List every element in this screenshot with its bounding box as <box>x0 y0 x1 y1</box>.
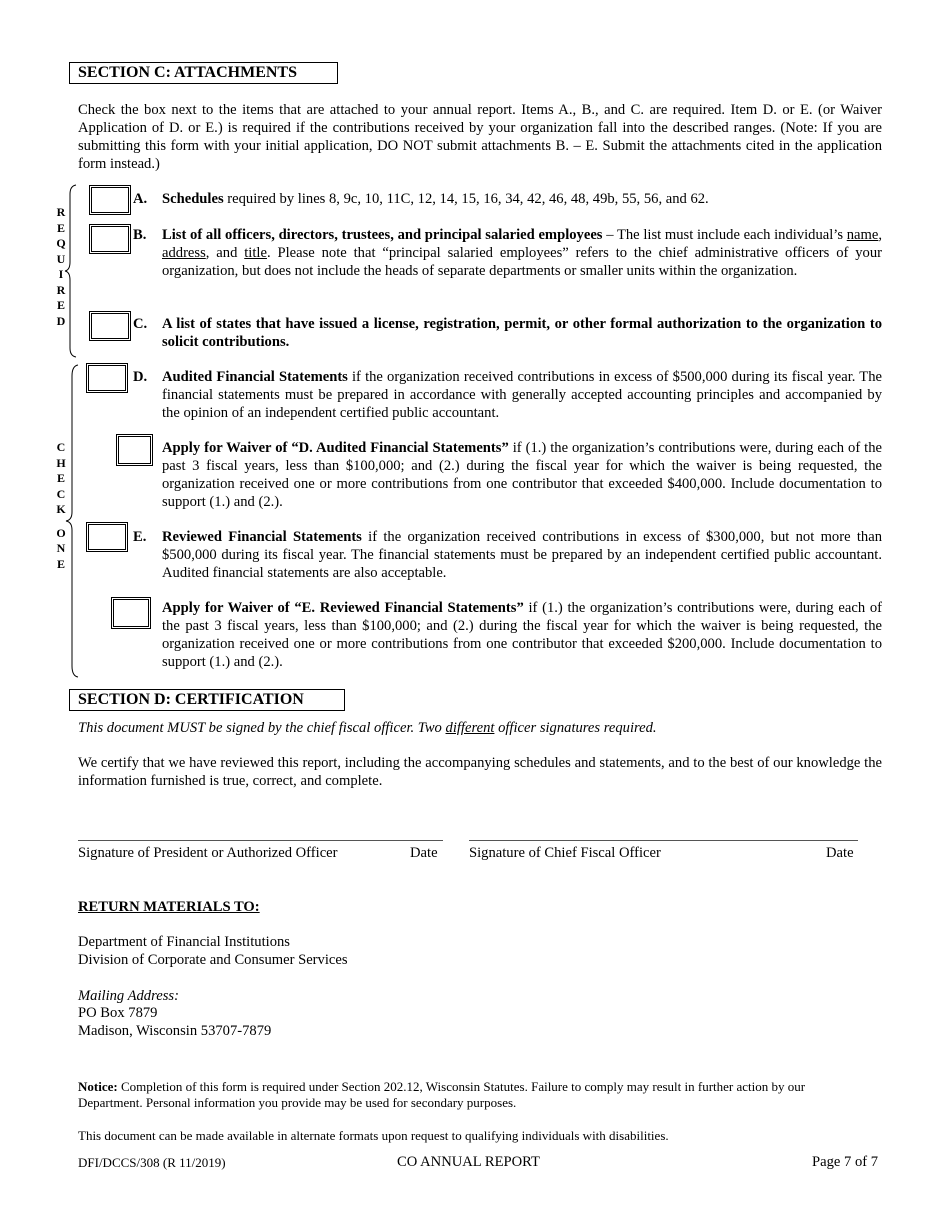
item-d-text: Audited Financial Statements if the organization received contributions in excess of $500,000 during its fiscal year. The financial statements must be prepared in accordance with generally accepted accounting principles and accompanied by the opinion of an independent certified public accountant. <box>162 369 882 421</box>
signature-cfo-date: Date <box>826 845 854 861</box>
checkbox-e[interactable] <box>86 522 128 552</box>
signature-line-president[interactable] <box>78 840 443 841</box>
alt-formats: This document can be made available in alternate formats upon request to qualifying individuals with disabilities. <box>78 1128 669 1143</box>
city: Madison, Wisconsin 53707-7879 <box>78 1023 272 1039</box>
footer-form-id: DFI/DCCS/308 (R 11/2019) <box>78 1155 226 1170</box>
checkbox-c[interactable] <box>89 311 131 341</box>
item-c-text: A list of states that have issued a license, registration, permit, or other formal authorization to the organization to solicit contributions. <box>162 316 882 350</box>
checkbox-d-waiver[interactable] <box>116 434 153 466</box>
section-c-title: SECTION C: ATTACHMENTS <box>69 62 338 84</box>
return-dept2: Division of Corporate and Consumer Services <box>78 952 348 968</box>
section-c-intro: Check the box next to the items that are attached to your annual report. Items A., B., and C. are required. Item D. or E. (or Waiver Application of D. or E.) is required if the contributions received by your organization fall into the described ranges. (Note: If you are submitting this form with your initial application, DO NOT submit attachments B. – E. Submit the attachments cited in the application form instead.) <box>78 102 882 172</box>
return-dept1: Department of Financial Institutions <box>78 934 290 950</box>
mailing-label: Mailing Address: <box>78 988 179 1004</box>
section-d-title: SECTION D: CERTIFICATION <box>69 689 345 711</box>
footer-title: CO ANNUAL REPORT <box>397 1154 540 1170</box>
item-e-text: Reviewed Financial Statements if the organization received contributions in excess of $300,000, but not more than $500,000 during its fiscal year. The financial statements must be prepared by an independent certified public accountant. Audited financial statements are also acceptable. <box>162 529 882 581</box>
signature-president-date: Date <box>410 845 438 861</box>
footer-page: Page 7 of 7 <box>812 1154 879 1170</box>
item-a-letter: A. <box>133 191 148 207</box>
section-d-note: This document MUST be signed by the chief fiscal officer. Two different officer signatures required. <box>78 720 657 736</box>
item-d-waiver-text: Apply for Waiver of “D. Audited Financial Statements” if (1.) the organization’s contributions were, during each of the past 3 fiscal years, less than $100,000; and (2.) during the fiscal year for which the waiver is being requested, the organization received one or more contributions from one contributor that exceeded $400,000. Include documentation to support (1.) and (2.). <box>162 440 883 510</box>
checkbox-e-waiver[interactable] <box>111 597 151 629</box>
signature-cfo-label: Signature of Chief Fiscal Officer <box>469 845 661 861</box>
check-one-label: C H E C K O N E <box>56 440 66 571</box>
item-c-letter: C. <box>133 316 148 332</box>
required-label: R E Q U I R E D <box>56 205 66 328</box>
item-b-text: List of all officers, directors, trustees, and principal salaried employees – The list must include each individual’s name, address, and title. Please note that “principal salaried employees” refers to the chief administrative officers of your organization, but does not include the heads of separate departments or smaller units within the organization. <box>162 227 883 279</box>
item-d-letter: D. <box>133 369 148 385</box>
signature-president-label: Signature of President or Authorized Officer <box>78 845 338 861</box>
checkbox-a[interactable] <box>89 185 131 215</box>
section-d-certify: We certify that we have reviewed this report, including the accompanying schedules and statements, and to the best of our knowledge the information furnished is true, correct, and complete. <box>78 755 882 789</box>
checkbox-b[interactable] <box>89 224 131 254</box>
notice: Notice: Completion of this form is required under Section 202.12, Wisconsin Statutes. Failure to comply may result in further action by our Department. Personal information you provide may be used for secondary purposes. <box>78 1079 806 1110</box>
item-b-letter: B. <box>133 227 147 243</box>
po-box: PO Box 7879 <box>78 1005 158 1021</box>
item-e-letter: E. <box>133 529 147 545</box>
checkbox-d[interactable] <box>86 363 128 393</box>
item-e-waiver-text: Apply for Waiver of “E. Reviewed Financial Statements” if (1.) the organization’s contributions were, during each of the past 3 fiscal years, less than $100,000; and (2.) during the fiscal year for which the waiver is being requested, the organization received one or more contributions from one contributor that exceeded $200,000. Include documentation to support (1.) and (2.). <box>162 600 882 670</box>
item-a-text: Schedules required by lines 8, 9c, 10, 11C, 12, 14, 15, 16, 34, 42, 46, 48, 49b, 55, 56, and 62. <box>162 191 709 207</box>
return-heading: RETURN MATERIALS TO: <box>78 899 260 915</box>
signature-line-cfo[interactable] <box>469 840 858 841</box>
